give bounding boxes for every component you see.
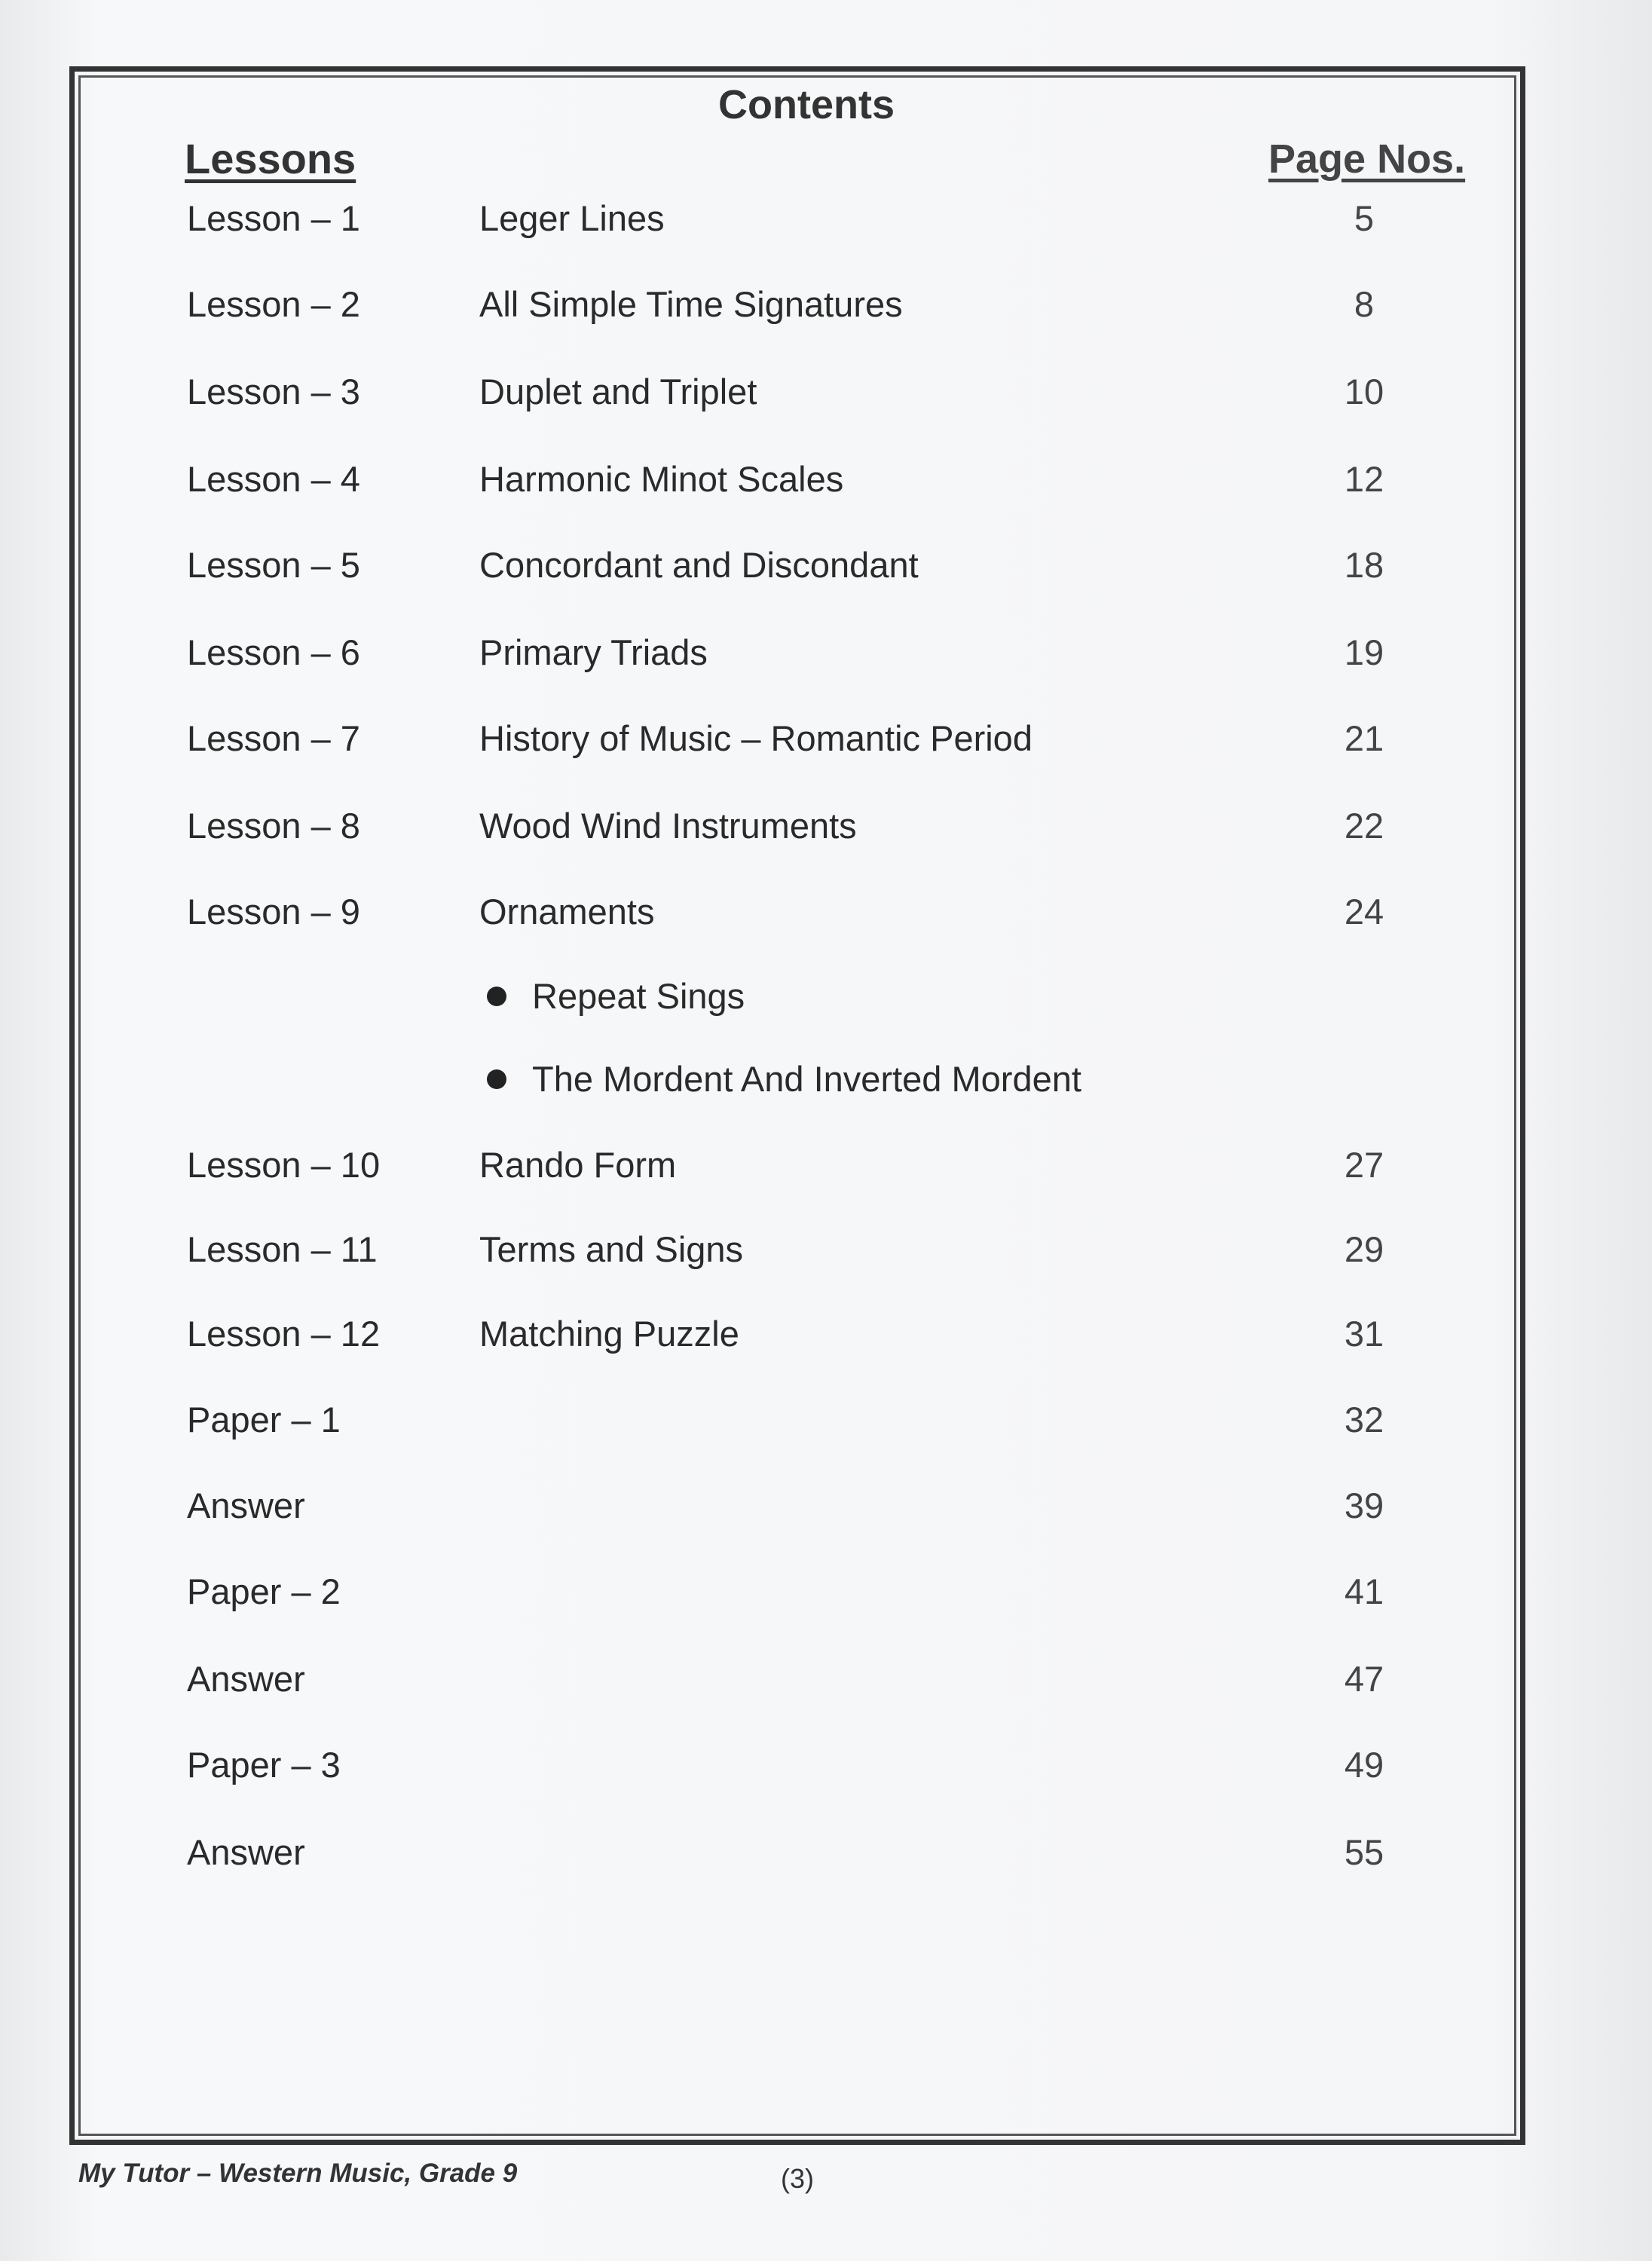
lesson-label: Lesson – 9: [187, 892, 360, 932]
lesson-label: Lesson – 4: [187, 459, 360, 499]
page-number: 27: [1344, 1145, 1384, 1185]
lesson-label: Lesson – 11: [187, 1229, 378, 1269]
lesson-label: Lesson – 7: [187, 718, 360, 758]
toc-row: [0, 1744, 1652, 1797]
subitem-label: The Mordent And Inverted Mordent: [532, 1059, 1081, 1099]
toc-subitem: [487, 975, 745, 1017]
lesson-label: Lesson – 5: [187, 545, 360, 585]
bullet-icon: [487, 987, 506, 1006]
lesson-topic: Concordant and Discondant: [479, 545, 919, 585]
toc-row: [0, 1399, 1652, 1452]
toc-row: [0, 805, 1652, 858]
lesson-label: Lesson – 3: [187, 372, 360, 412]
page-number: 55: [1344, 1832, 1384, 1872]
toc-row: [0, 632, 1652, 684]
toc-row: [0, 1313, 1652, 1366]
lesson-label: Lesson – 12: [187, 1314, 381, 1354]
toc-subitem: [487, 1058, 1081, 1100]
page-number: 24: [1344, 892, 1384, 932]
page-number: 21: [1344, 718, 1384, 758]
page-number: 12: [1344, 459, 1384, 499]
toc-row: [0, 1485, 1652, 1537]
lesson-label: Answer: [187, 1832, 305, 1872]
toc-row: [0, 544, 1652, 597]
toc-row: [0, 371, 1652, 424]
lesson-label: Lesson – 6: [187, 632, 360, 672]
book-title-footer: My Tutor – Western Music, Grade 9: [78, 2159, 518, 2188]
lesson-topic: Ornaments: [479, 892, 655, 932]
lesson-topic: Wood Wind Instruments: [479, 806, 857, 846]
lesson-label: Paper – 1: [187, 1400, 341, 1440]
lesson-topic: Primary Triads: [479, 632, 708, 672]
lesson-topic: Harmonic Minot Scales: [479, 459, 844, 499]
toc-row: [0, 458, 1652, 511]
page-number: 39: [1344, 1485, 1384, 1525]
lesson-label: Answer: [187, 1659, 305, 1699]
page-title: Contents: [718, 82, 895, 127]
bullet-icon: [487, 1069, 506, 1089]
lesson-label: Lesson – 10: [187, 1145, 381, 1185]
page-number: 18: [1344, 545, 1384, 585]
lesson-topic: Terms and Signs: [479, 1229, 744, 1269]
lesson-topic: Leger Lines: [479, 198, 665, 238]
toc-row: [0, 1228, 1652, 1281]
lesson-topic: All Simple Time Signatures: [479, 284, 903, 324]
subitem-label: Repeat Sings: [532, 976, 745, 1016]
lesson-label: Answer: [187, 1485, 305, 1525]
lesson-label: Lesson – 1: [187, 198, 360, 238]
page-number: 19: [1344, 632, 1384, 672]
toc-row: [0, 197, 1652, 250]
toc-row: [0, 1658, 1652, 1711]
page-number: 32: [1344, 1400, 1384, 1440]
toc-row: [0, 717, 1652, 770]
page-number: 31: [1344, 1314, 1384, 1354]
page-number: 47: [1344, 1659, 1384, 1699]
page-number: 22: [1344, 806, 1384, 846]
toc-row: [0, 891, 1652, 944]
page-numbers-column-heading: Page Nos.: [1268, 136, 1466, 182]
page-number: 10: [1344, 372, 1384, 412]
page-number: 49: [1344, 1745, 1384, 1785]
toc-row: [0, 1144, 1652, 1197]
page-number: 29: [1344, 1229, 1384, 1269]
toc-row: [0, 1831, 1652, 1884]
lesson-label: Paper – 2: [187, 1571, 341, 1611]
page-number: 8: [1354, 284, 1375, 324]
lesson-topic: Duplet and Triplet: [479, 372, 757, 412]
lesson-label: Lesson – 8: [187, 806, 360, 846]
lessons-column-heading: Lessons: [185, 135, 356, 182]
page-number: 5: [1354, 198, 1375, 238]
page-number-footer: (3): [781, 2163, 814, 2194]
toc-row: [0, 283, 1652, 336]
toc-row: [0, 1571, 1652, 1623]
lesson-topic: Rando Form: [479, 1145, 677, 1185]
lesson-label: Lesson – 2: [187, 284, 360, 324]
page-number: 41: [1344, 1571, 1384, 1611]
lesson-topic: History of Music – Romantic Period: [479, 718, 1032, 758]
lesson-topic: Matching Puzzle: [479, 1314, 739, 1354]
lesson-label: Paper – 3: [187, 1745, 341, 1785]
